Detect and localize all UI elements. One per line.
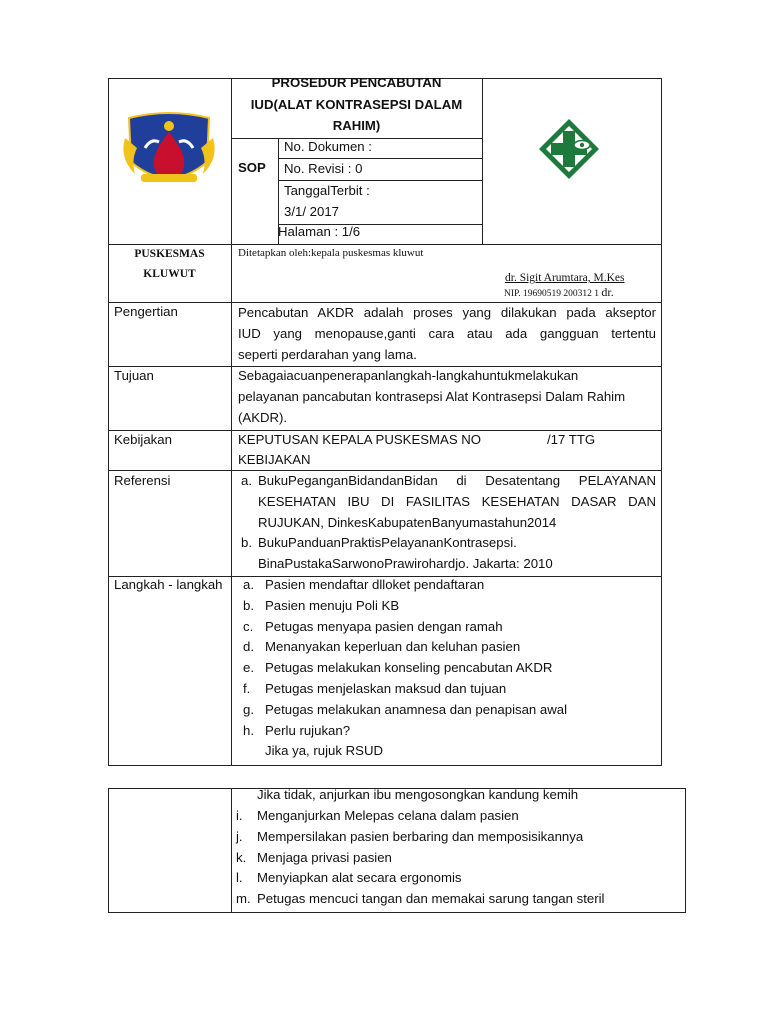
referensi-line: RUJUKAN, DinkesKabupatenBanyumastahun2014: [258, 514, 557, 530]
pengertian-content: [238, 302, 656, 365]
list-marker: l.: [236, 870, 243, 886]
list-marker: k.: [236, 849, 247, 865]
nip-number: NIP. 19690519 200312 1: [504, 289, 600, 299]
list-item-extra: [243, 741, 658, 762]
list-text: Mempersilakan pasien berbaring dan memposisikannya: [257, 828, 584, 844]
header-right-divider: [482, 78, 483, 244]
list-text: Petugas mencuci tangan dan memakai sarung tangan steril: [257, 891, 605, 907]
list-item: [236, 827, 682, 848]
nip-suffix: dr.: [601, 285, 614, 299]
referensi-line: KESEHATAN IBU DI FASILITAS KESEHATAN DASAR DAN: [258, 493, 656, 509]
list-text: Menanyakan keperluan dan keluhan pasien: [265, 639, 521, 655]
ditetapkan-text: Ditetapkan oleh:kepala puskesmas kluwut: [238, 247, 424, 259]
continuation-list: [236, 806, 682, 910]
list-text: Pasien menuju Poli KB: [265, 597, 400, 613]
kabupaten-emblem-icon: [121, 108, 217, 194]
pengertian-label: Pengertian: [114, 304, 178, 319]
list-marker: g.: [243, 701, 254, 717]
list-item: [243, 637, 658, 658]
org-line: PUSKESMAS: [134, 248, 205, 260]
list-text: Petugas menyapa pasien dengan ramah: [265, 618, 503, 634]
revision-field: No. Revisi : 0: [284, 161, 363, 176]
list-item: [236, 889, 682, 910]
list-item: [236, 806, 682, 827]
list-text: Pasien mendaftar dlloket pendaftaran: [265, 577, 485, 592]
page-field: Halaman : 1/6: [278, 224, 361, 239]
pengertian-line: seperti perdarahan yang lama.: [238, 347, 417, 362]
date-value: 3/1/ 2017: [284, 204, 339, 219]
tujuan-line: pelayanan pancabutan kontrasepsi Alat Kontrasepsi Dalam Rahim: [238, 388, 626, 404]
list-text: Petugas melakukan konseling pencabutan AKDR: [265, 660, 553, 676]
list-item: [236, 868, 682, 889]
referensi-line: BukuPeganganBidandanBidan di Desatentang PELAYANAN: [258, 473, 656, 488]
list-text: Jika ya, rujuk RSUD: [265, 743, 383, 759]
date-label: TanggalTerbit :: [284, 183, 370, 198]
referensi-marker: a.: [241, 473, 252, 488]
document-title: [231, 72, 482, 137]
list-marker: b.: [243, 597, 254, 613]
referensi-marker: b.: [241, 535, 252, 551]
title-line: PROSEDUR PENCABUTAN: [271, 75, 442, 90]
kebijakan-line-b: /17 TTG: [547, 432, 596, 447]
list-text: Petugas melakukan anamnesa dan penapisan awal: [265, 701, 568, 717]
pengertian-line: Pencabutan AKDR adalah proses yang dilakukan pada akseptor: [238, 305, 656, 320]
list-item: [243, 700, 658, 721]
list-text: Menyiapkan alat secara ergonomis: [257, 870, 462, 886]
list-marker: d.: [243, 639, 254, 655]
list-marker: i.: [236, 808, 243, 823]
list-marker: f.: [243, 680, 251, 696]
pengertian-line: IUD yang menopause,ganti cara atau ada gangguan tertentu: [238, 326, 656, 341]
list-item: [243, 721, 658, 742]
org-line: KLUWUT: [143, 268, 196, 280]
list-item: [243, 658, 658, 679]
kebijakan-label: Kebijakan: [114, 432, 172, 447]
tujuan-line: Sebagaiacuanpenerapanlangkah-langkahuntukmelakukan: [238, 368, 579, 383]
list-text: Menganjurkan Melepas celana dalam pasien: [257, 808, 519, 823]
list-text: Petugas menjelaskan maksud dan tujuan: [265, 680, 507, 696]
list-marker: h.: [243, 722, 254, 738]
list-marker: m.: [236, 891, 251, 907]
referensi-label: Referensi: [114, 473, 171, 488]
list-item: [243, 617, 658, 638]
referensi-item: [241, 471, 656, 533]
referensi-list: [241, 471, 656, 575]
org-name: [108, 244, 231, 284]
signer-name: dr. Sigit Arumtara, M.Kes: [505, 272, 625, 284]
title-line: RAHIM): [332, 118, 381, 133]
langkah-label: Langkah - langkah: [114, 577, 223, 592]
list-marker: j.: [236, 828, 243, 844]
tujuan-line: (AKDR).: [238, 409, 288, 425]
tujuan-content: [238, 366, 656, 428]
langkah-list: [243, 575, 658, 762]
list-marker: c.: [243, 618, 254, 634]
kebijakan-line-2: KEBIJAKAN: [238, 452, 311, 467]
continuation-first-line: Jika tidak, anjurkan ibu mengosongkan kandung kemih: [257, 787, 579, 802]
list-item: [243, 596, 658, 617]
referensi-line: BinaPustakaSarwonoPrawirohardjo. Jakarta: 2010: [258, 556, 553, 572]
title-line: IUD(ALAT KONTRASEPSI DALAM: [250, 96, 463, 112]
label-column-divider: [231, 78, 232, 766]
doc-no-field: No. Dokumen :: [284, 139, 372, 154]
list-marker: a.: [243, 577, 254, 592]
list-item: [243, 679, 658, 700]
list-marker: e.: [243, 660, 254, 676]
puskesmas-logo-icon: [537, 117, 601, 181]
list-item: [236, 848, 682, 869]
list-item: [243, 575, 658, 596]
list-text: Menjaga privasi pasien: [257, 849, 392, 865]
sop-label: SOP: [238, 160, 266, 175]
referensi-line: BukuPanduanPraktisPelayananKontrasepsi.: [258, 535, 517, 551]
tujuan-label: Tujuan: [114, 368, 154, 383]
list-text: Perlu rujukan?: [265, 722, 351, 738]
kebijakan-line-a: KEPUTUSAN KEPALA PUSKESMAS NO: [238, 432, 482, 447]
continuation-column-divider: [231, 788, 232, 913]
referensi-item: [241, 533, 656, 575]
